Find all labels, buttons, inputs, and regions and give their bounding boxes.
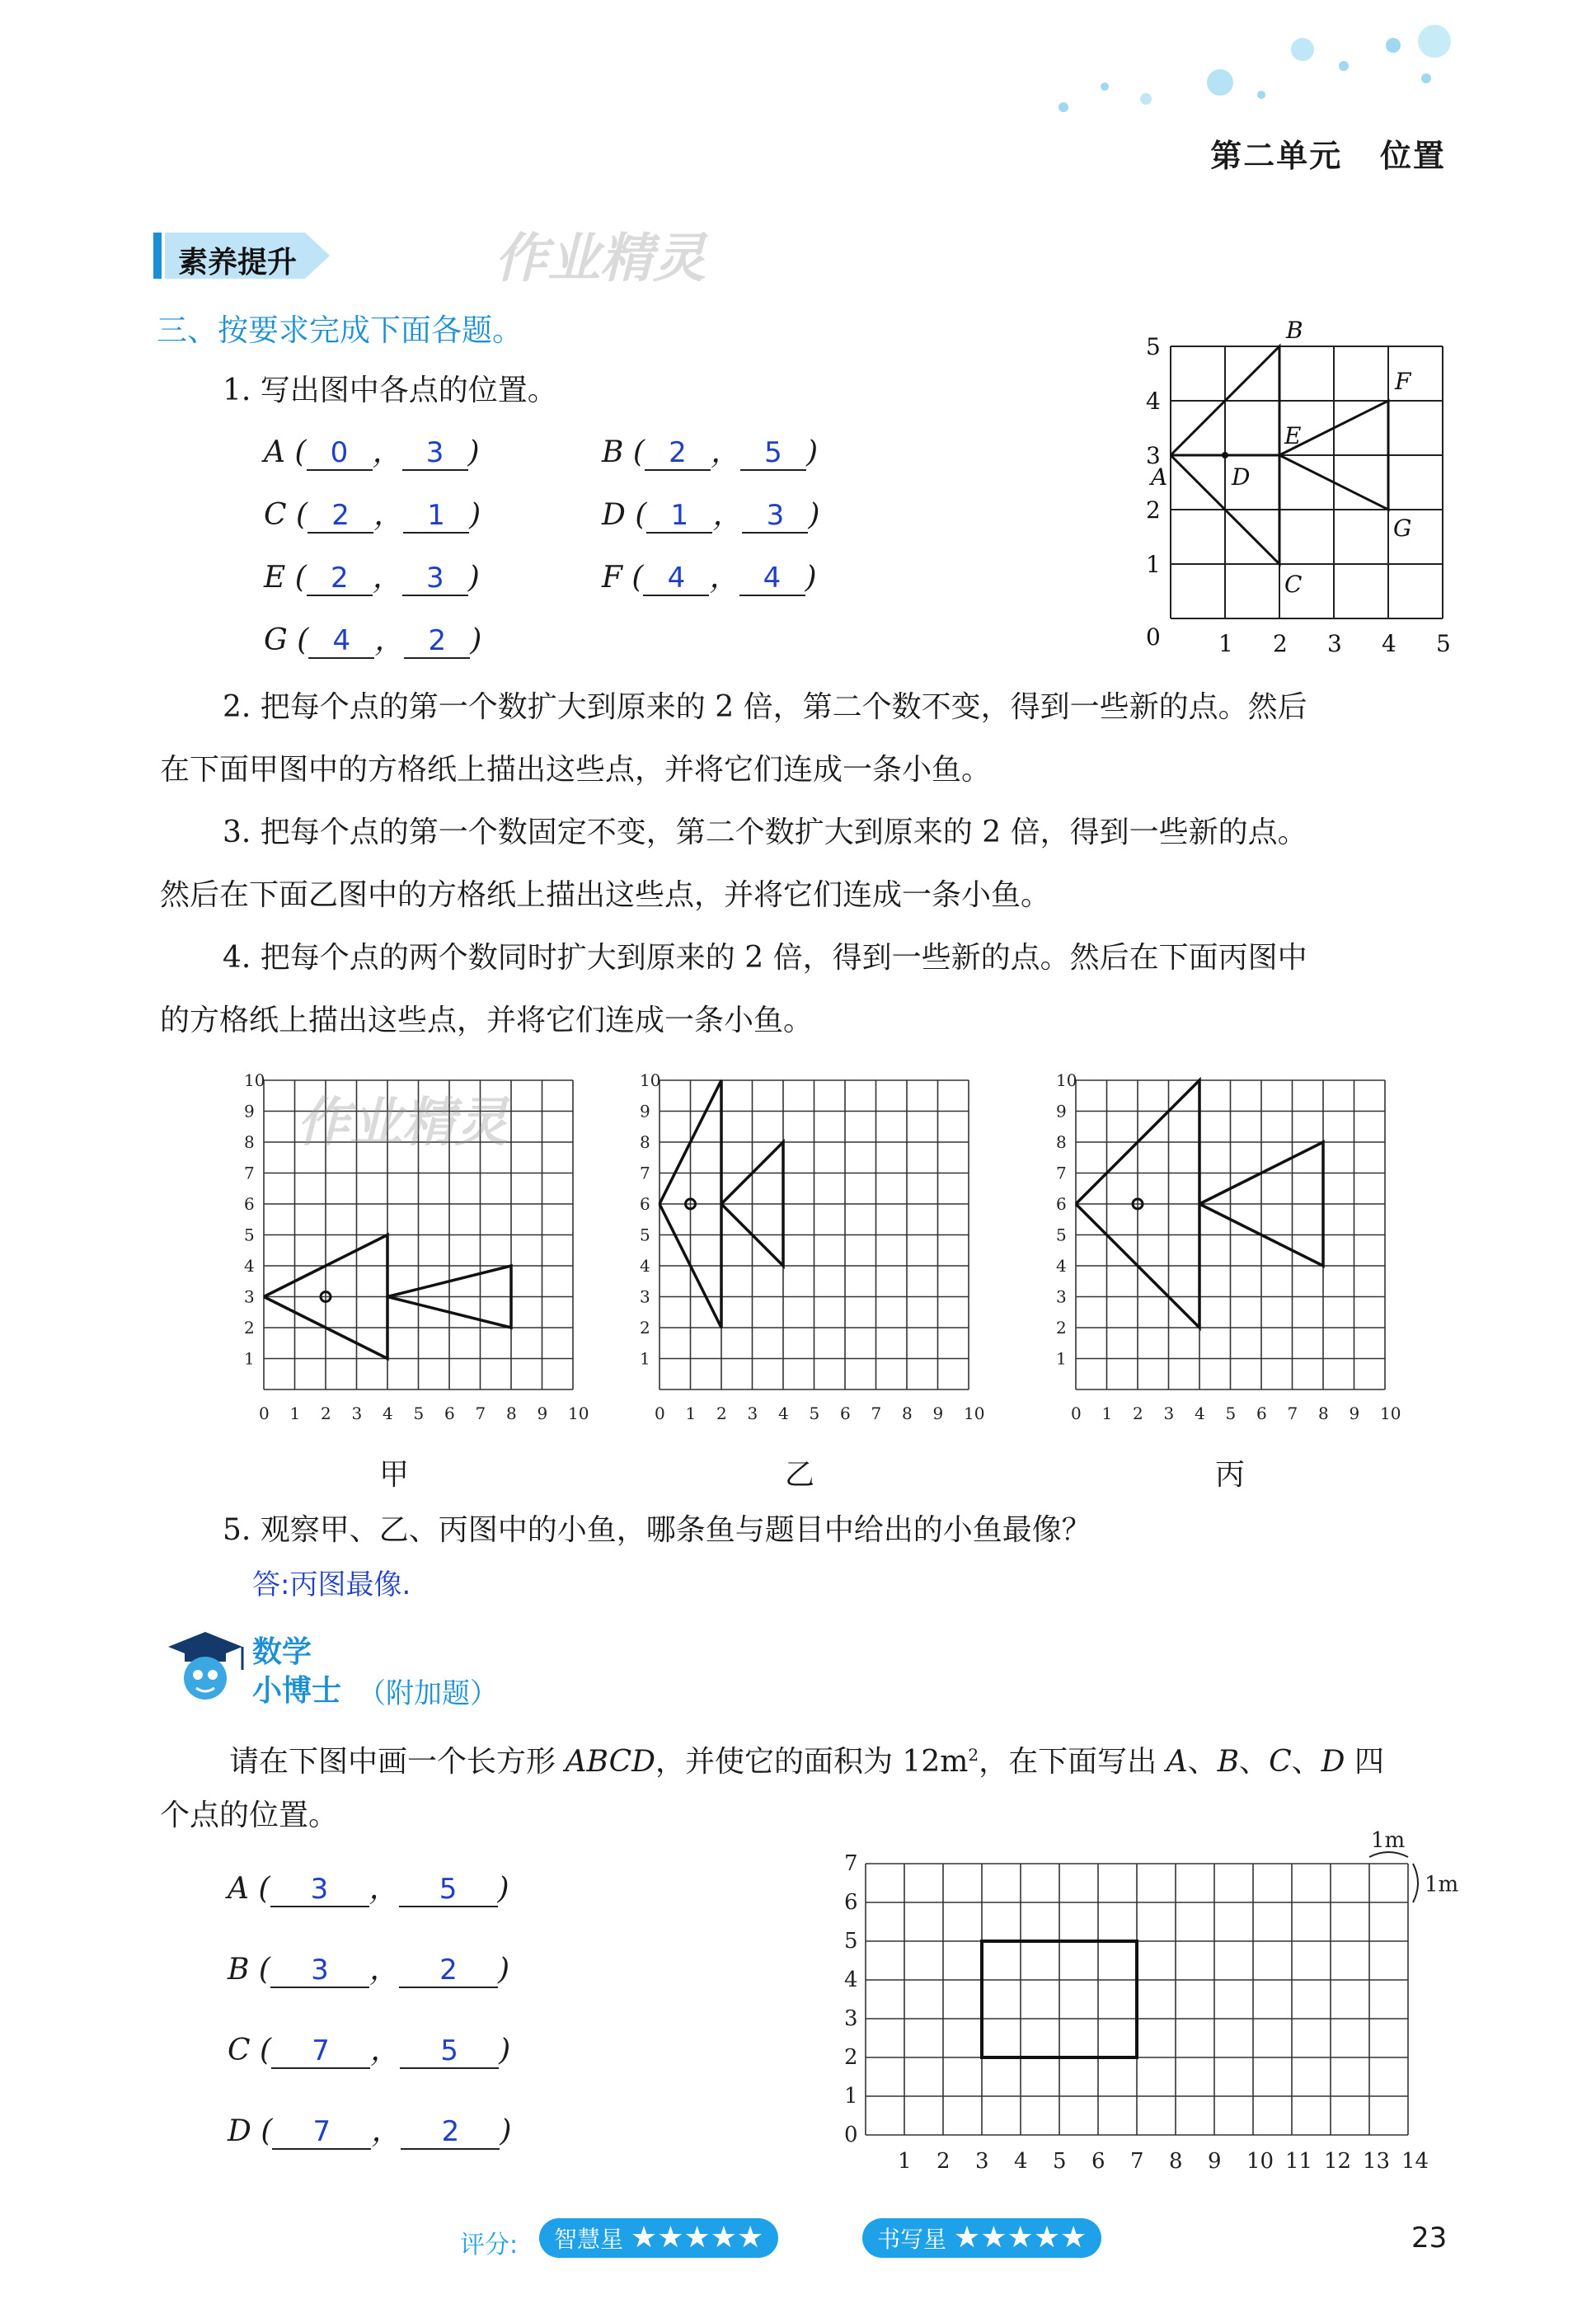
- bonus-point-C: C ( 7 ， 5 ): [228, 2034, 511, 2067]
- q5-answer: 答:丙图最像.: [252, 1568, 411, 1601]
- x-tick-label: 4: [1014, 2149, 1028, 2174]
- x-tick-label: 2: [716, 1404, 727, 1423]
- section-tag-label: 素养提升: [178, 246, 298, 280]
- bonus-point-D: D ( 7 ， 2 ): [228, 2114, 512, 2148]
- x-tick-label: 14: [1401, 2149, 1429, 2174]
- x-tick-label: 1: [898, 2149, 912, 2174]
- x-tick-label: 0: [655, 1404, 665, 1423]
- point-D: D ( 1 ， 3 ): [602, 498, 820, 532]
- x-tick-label: 5: [809, 1404, 820, 1423]
- y-tick-label: 3: [640, 1286, 650, 1307]
- bonus-line1: 请在下图中画一个长方形 ABCD，并使它的面积为 $12m^2$，在下面写出 A、B、C、D 四: [229, 1745, 1384, 1779]
- y-tick-label: 5: [1056, 1225, 1067, 1245]
- x-tick-label: 7: [1287, 1404, 1298, 1423]
- y-tick-label: 7: [1056, 1163, 1067, 1183]
- svg-text:C: C: [1284, 571, 1303, 598]
- x-tick-label: 6: [1256, 1404, 1267, 1423]
- x-tick-label: 8: [1318, 1404, 1329, 1423]
- point-G: G ( 4 ， 2 ): [264, 623, 482, 657]
- section-tag: [153, 233, 331, 279]
- bonus-line2: 个点的位置。: [160, 1799, 339, 1832]
- q1-text: 1. 写出图中各点的位置。: [223, 374, 557, 407]
- bonus-point-B: B ( 3 ， 2 ): [228, 1953, 510, 1987]
- bonus-subtitle: （附加题）: [358, 1677, 498, 1710]
- x-tick-label: 10: [1246, 2149, 1274, 2174]
- watermark: 作业精灵: [495, 228, 706, 289]
- x-tick-label: 6: [840, 1404, 851, 1423]
- x-tick-label: 1: [685, 1404, 697, 1423]
- q2-line1: 2. 把每个点的第一个数扩大到原来的 2 倍，第二个数不变，得到一些新的点。然后: [223, 690, 1307, 724]
- q3-line2: 然后在下面乙图中的方格纸上描出这些点，并将它们连成一条小鱼。: [160, 878, 1051, 912]
- writing-star-pill: [862, 2218, 1101, 2258]
- writing-stars-icon: ★★★★★: [953, 2221, 1087, 2255]
- x-tick-label: 1: [289, 1404, 301, 1423]
- svg-text:5: 5: [1146, 333, 1161, 360]
- x-tick-label: 9: [932, 1404, 944, 1423]
- x-tick-label: 8: [1169, 2149, 1183, 2174]
- bonus-mascot-icon: [160, 1629, 251, 1711]
- y-tick-label: 1: [1056, 1348, 1067, 1369]
- bonus-grid: [833, 1814, 1484, 2189]
- y-tick-label: 8: [640, 1132, 650, 1152]
- y-tick-label: 4: [640, 1256, 650, 1276]
- x-tick-label: 5: [413, 1404, 425, 1423]
- unit-header: 第二单元 位置: [1210, 137, 1446, 174]
- writing-star-label: 书写星: [877, 2226, 947, 2253]
- y-tick-label: 9: [1056, 1101, 1067, 1121]
- x-tick-label: 9: [1208, 2149, 1222, 2174]
- grid-bing: [1043, 1064, 1406, 1455]
- x-tick-label: 2: [1133, 1404, 1143, 1423]
- unit-label-top: 1m: [1371, 1828, 1406, 1853]
- x-tick-label: 0: [259, 1404, 270, 1423]
- y-tick-label: 4: [244, 1256, 255, 1276]
- svg-text:2: 2: [1273, 630, 1288, 657]
- y-tick-label: 3: [1056, 1286, 1067, 1307]
- point-C: C ( 2 ， 1 ): [264, 498, 481, 532]
- x-tick-label: 7: [871, 1404, 882, 1423]
- y-tick-label: 2: [244, 1318, 255, 1338]
- x-tick-label: 10: [964, 1404, 985, 1423]
- x-tick-label: 8: [506, 1404, 517, 1423]
- x-tick-label: 12: [1324, 2149, 1352, 2174]
- x-tick-label: 3: [351, 1404, 363, 1423]
- x-tick-label: 4: [778, 1404, 789, 1423]
- y-tick-label: 1: [844, 2084, 858, 2109]
- page-number: 23: [1411, 2222, 1448, 2255]
- grid-yi: [627, 1064, 989, 1455]
- svg-text:1: 1: [1146, 551, 1161, 578]
- x-tick-label: 1: [1101, 1404, 1113, 1423]
- y-tick-label: 7: [844, 1851, 858, 1876]
- y-tick-label: 7: [640, 1163, 650, 1183]
- y-tick-label: 6: [844, 1890, 858, 1915]
- y-tick-label: 6: [244, 1194, 255, 1214]
- svg-text:D: D: [1232, 463, 1251, 491]
- y-tick-label: 4: [844, 1968, 858, 1992]
- unit-brace-side: [1413, 1864, 1418, 1902]
- svg-text:2: 2: [1146, 496, 1161, 524]
- x-tick-label: 10: [568, 1404, 589, 1423]
- x-tick-label: 0: [1071, 1404, 1082, 1423]
- q5-text: 5. 观察甲、乙、丙图中的小鱼，哪条鱼与题目中给出的小鱼最像？: [223, 1513, 1091, 1547]
- y-tick-label: 0: [844, 2123, 858, 2147]
- svg-text:E: E: [1284, 422, 1302, 449]
- x-tick-label: 6: [1091, 2149, 1105, 2174]
- y-tick-label: 2: [1056, 1318, 1067, 1338]
- x-tick-label: 3: [975, 2149, 989, 2174]
- x-tick-label: 2: [936, 2149, 951, 2174]
- point-A: A ( 0 ， 3 ): [264, 435, 480, 469]
- y-tick-label: 2: [640, 1318, 650, 1338]
- y-tick-label: 10: [244, 1070, 265, 1090]
- x-tick-label: 5: [1225, 1404, 1237, 1423]
- x-tick-label: 7: [1130, 2149, 1144, 2174]
- x-tick-label: 5: [1053, 2149, 1067, 2174]
- x-tick-label: 2: [321, 1404, 331, 1423]
- svg-text:3: 3: [1327, 630, 1342, 657]
- svg-text:5: 5: [1436, 630, 1451, 657]
- y-tick-label: 5: [844, 1929, 858, 1954]
- y-tick-label: 8: [1056, 1132, 1067, 1152]
- svg-text:4: 4: [1382, 630, 1396, 657]
- bonus-title-1: 数学: [252, 1635, 312, 1669]
- x-tick-label: 13: [1363, 2149, 1391, 2174]
- x-tick-label: 9: [537, 1404, 548, 1423]
- y-tick-label: 3: [844, 2006, 858, 2031]
- x-tick-label: 4: [383, 1404, 393, 1423]
- y-tick-label: 5: [244, 1225, 255, 1245]
- svg-text:B: B: [1286, 317, 1303, 344]
- q2-line2: 在下面甲图中的方格纸上描出这些点，并将它们连成一条小鱼。: [160, 753, 992, 787]
- x-tick-label: 6: [444, 1404, 455, 1423]
- y-tick-label: 9: [244, 1101, 255, 1121]
- svg-text:4: 4: [1146, 388, 1161, 415]
- q4-line1: 4. 把每个点的两个数同时扩大到原来的 2 倍，得到一些新的点。然后在下面丙图中: [223, 941, 1307, 975]
- x-tick-label: 4: [1195, 1404, 1205, 1423]
- unit-label-side: 1m: [1425, 1872, 1459, 1897]
- y-tick-label: 8: [244, 1132, 255, 1152]
- svg-text:0: 0: [1146, 623, 1161, 651]
- y-tick-label: 9: [640, 1101, 650, 1121]
- y-tick-label: 4: [1056, 1256, 1067, 1276]
- y-tick-label: 5: [640, 1225, 650, 1245]
- bonus-title-2: 小博士: [252, 1674, 342, 1708]
- svg-text:3: 3: [1146, 442, 1161, 469]
- q4-line2: 的方格纸上描出这些点，并将它们连成一条小鱼。: [160, 1004, 814, 1037]
- grid-label-bing: 丙: [1215, 1458, 1246, 1492]
- x-tick-label: 3: [1163, 1404, 1175, 1423]
- q3-line1: 3. 把每个点的第一个数固定不变，第二个数扩大到原来的 2 倍，得到一些新的点。: [223, 816, 1307, 849]
- svg-text:G: G: [1393, 515, 1412, 542]
- x-tick-label: 8: [902, 1404, 913, 1423]
- x-tick-label: 10: [1380, 1404, 1401, 1423]
- wisdom-stars-icon: ★★★★★: [630, 2221, 764, 2255]
- wisdom-star-label: 智慧星: [554, 2226, 624, 2253]
- x-tick-label: 11: [1285, 2149, 1313, 2174]
- header-decoration: [1039, 16, 1467, 124]
- score-label: 评分:: [460, 2231, 519, 2259]
- y-tick-label: 2: [844, 2045, 858, 2070]
- svg-text:A: A: [1151, 463, 1168, 491]
- point-B: B ( 2 ， 5 ): [602, 435, 819, 469]
- x-tick-label: 9: [1349, 1404, 1360, 1423]
- svg-text:1: 1: [1218, 630, 1233, 657]
- y-tick-label: 1: [244, 1348, 255, 1369]
- y-tick-label: 7: [244, 1163, 255, 1183]
- q1-grid-figure: [1129, 305, 1459, 663]
- y-tick-label: 6: [640, 1194, 650, 1214]
- point-E: E ( 2 ， 3 ): [264, 561, 480, 595]
- bonus-point-A: A ( 3 ， 5 ): [228, 1872, 509, 1906]
- grid-label-jia: 甲: [379, 1458, 410, 1492]
- y-tick-label: 3: [244, 1286, 255, 1307]
- grid-label-yi: 乙: [785, 1458, 815, 1492]
- wisdom-star-pill: [539, 2218, 778, 2258]
- y-tick-label: 10: [1056, 1070, 1077, 1090]
- x-tick-label: 7: [475, 1404, 486, 1423]
- part3-heading: 三、按要求完成下面各题。: [157, 313, 523, 348]
- svg-text:F: F: [1395, 368, 1411, 395]
- point-F: F ( 4 ， 4 ): [602, 561, 817, 595]
- y-tick-label: 6: [1056, 1194, 1067, 1214]
- y-tick-label: 10: [640, 1070, 661, 1090]
- watermark-2: 作业精灵: [297, 1093, 508, 1154]
- x-tick-label: 3: [747, 1404, 758, 1423]
- y-tick-label: 1: [640, 1348, 650, 1369]
